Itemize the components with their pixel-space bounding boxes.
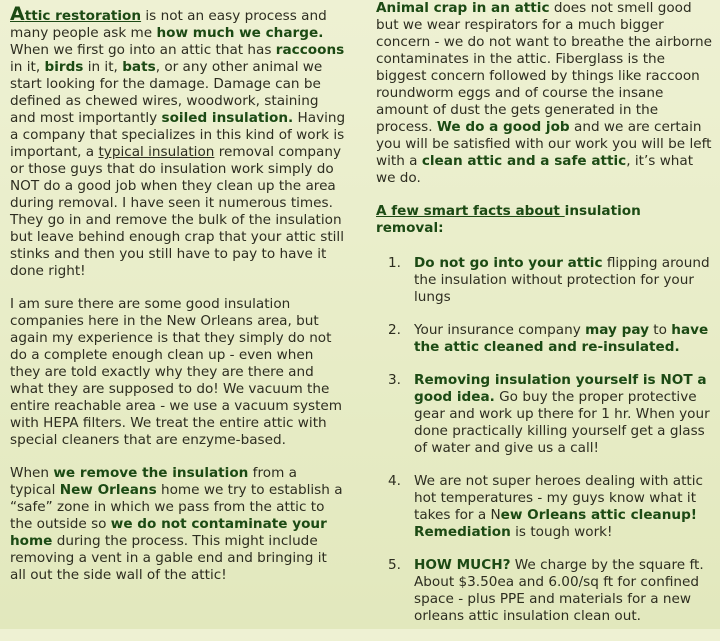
- attic-restoration-link[interactable]: Attic restoration: [10, 3, 142, 25]
- animal-crap-paragraph: Animal crap in an attic does not smell good but we wear respirators for a much bigger concern - we do not want to breathe the airborne contaminates in the attic. Fiberglass is the biggest concern followed by things like raccoon roundworm eggs and of course the insane amount of dust the gets generated in the process. We do a good job and we are certain you will be satisfied with our work you will be left with a clean attic and a safe attic, it’s what we do.: [376, 0, 712, 186]
- facts-list: [376, 255, 712, 625]
- typical-insulation-link[interactable]: typical insulation: [98, 144, 215, 160]
- list-item: 4. We are not super heroes dealing with attic hot temperatures - my guys know what it takes for a New Orleans attic cleanup! Remediation is tough work!: [388, 473, 704, 540]
- smart-facts-heading: A few smart facts about insulation removal:: [376, 203, 641, 236]
- intro-paragraph: Attic restoration is not an easy process and many people ask me how much we charge. When we first go into an attic that has raccoons in it, birds in it, bats, or any other animal we start looking for the damage. Damage can be defined as chewed wires, woodwork, staining and most importantly soiled insulation. Having a company that specializes in this kind of work is important, a typical insulation removal company or those guys that do insulation work simply do NOT do a good job when they clean up the area during removal. I have seen it numerous times. They go in and remove the bulk of the insulation but leave behind enough crap that your attic still stinks and then you still have to pay to have it done right!: [10, 3, 346, 279]
- right-column: [376, 0, 712, 641]
- left-column: [10, 3, 346, 600]
- list-item: 5. HOW MUCH? We charge by the square ft. About $3.50ea and 6.00/sq ft for confined space - plus PPE and materials for a new orleans attic insulation clean out.: [388, 557, 704, 624]
- list-item: 2. Your insurance company may pay to have the attic cleaned and re-insulated.: [388, 322, 709, 355]
- list-item: 1. Do not go into your attic flipping around the insulation without protection for your lungs: [388, 255, 710, 305]
- list-item: 3. Removing insulation yourself is NOT a good idea. Go buy the proper protective gear and work up there for 1 hr. When your done practically killing yourself get a glass of water and give us a call!: [388, 372, 710, 456]
- new-orleans-paragraph: I am sure there are some good insulation companies here in the New Orleans area, but again my experience is that they simply do not do a complete enough clean up - even when they are told exactly why they are there and what they are supposed to do! We vacuum the entire reachable area - we use a vacuum system with HEPA filters. We treat the entire attic with special cleaners that are enzyme-based.: [10, 296, 343, 448]
- remove-insulation-paragraph: When we remove the insulation from a typical New Orleans home we try to establish a “safe” zone in which we pass from the attic to the outside so we do not contaminate your home during the process. This might include removing a vent in a gable end and bringing it all out the side wall of the attic!: [10, 465, 343, 583]
